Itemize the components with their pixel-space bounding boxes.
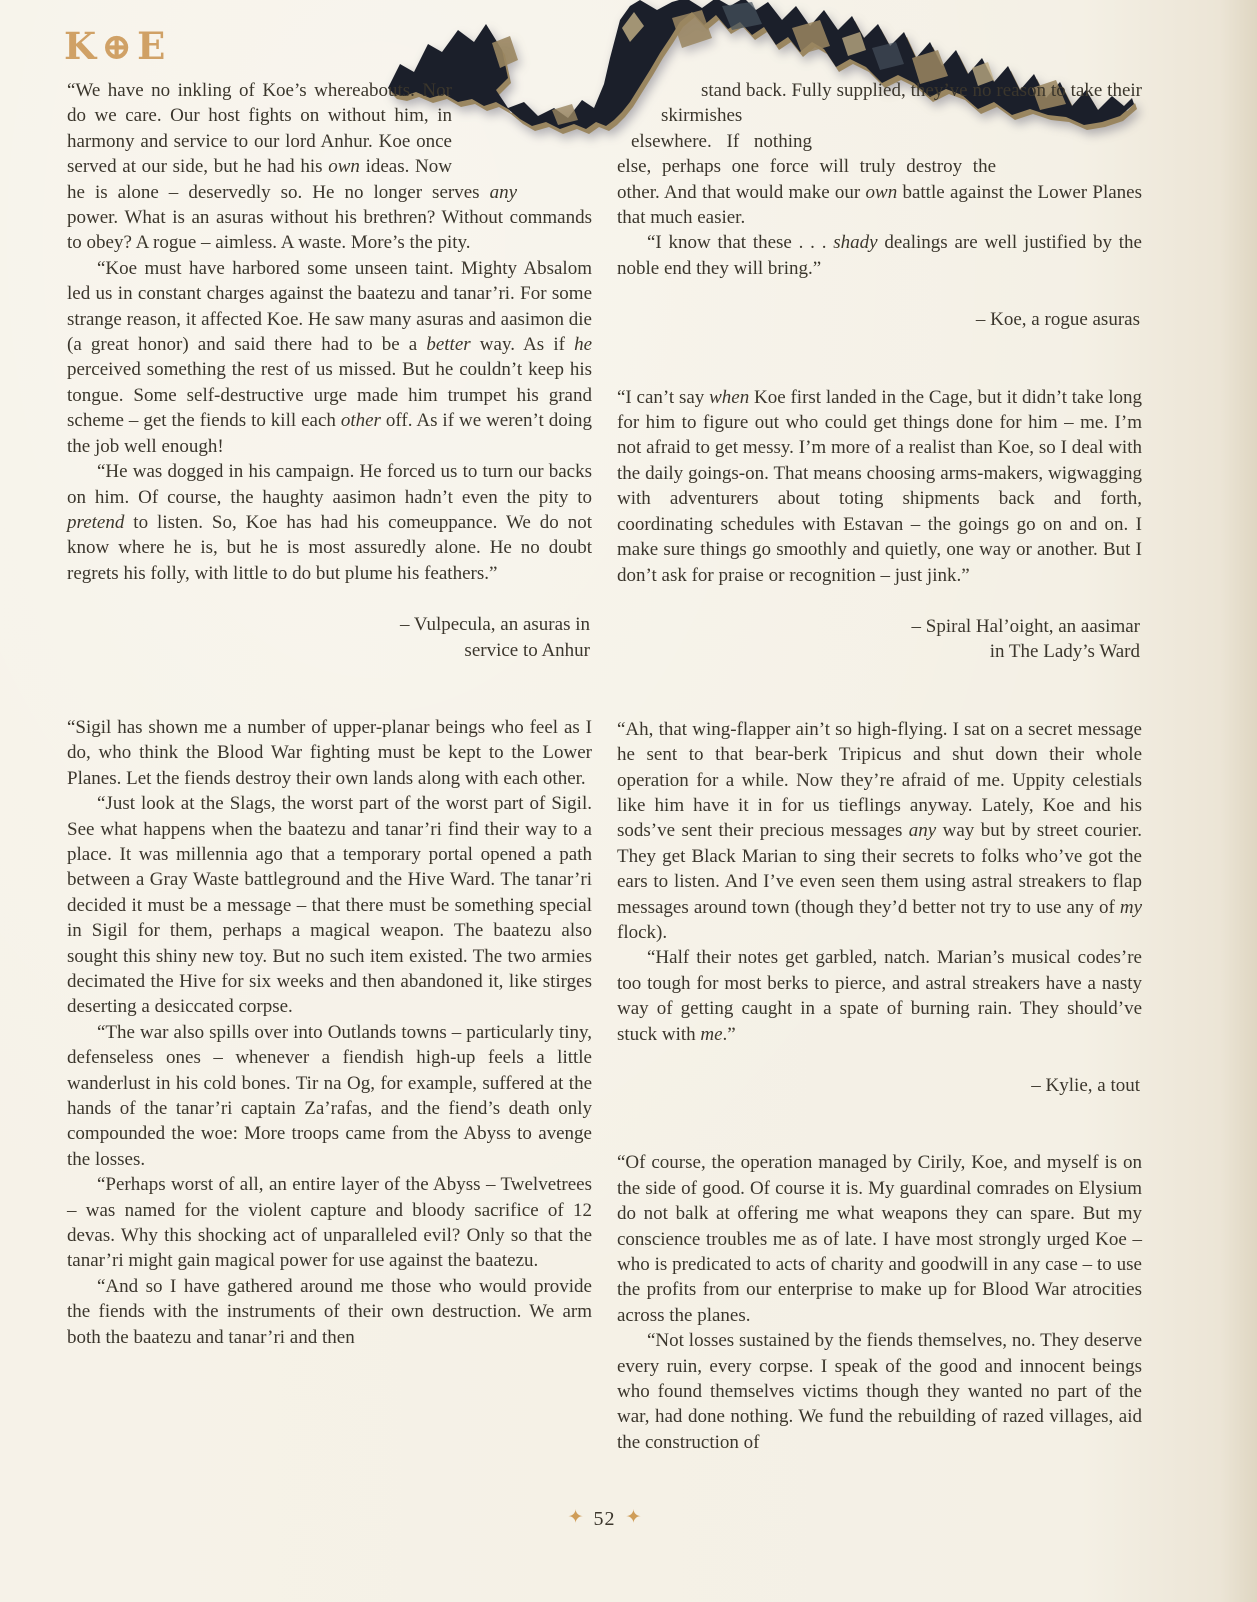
paragraph: “Just look at the Slags, the worst part of the worst part of Sigil. See what happens when the baatezu and tanar’ri find their way to a place. It was millennia ago that a temporary portal opened a path between a Gray Waste battleground and the Hive Ward. The tanar’ri decided it must be a message – that there must be something special in Sigil for them, perhaps a magical weapon. The baatezu also sought this shiny new toy. But no such item existed. The two armies decimated the Hive for six weeks and then abandoned it, like stirges deserting a desiccated corpse.	[67, 793, 592, 1018]
page-footer	[67, 1508, 1142, 1531]
paragraph: stand back. Fully supplied, they’ve no reason to take their skirmishes elsewhere. If nothing else, perhaps one force will truly destroy the other. And that would make our own battle against the Lower Planes that much easier.	[617, 80, 1142, 229]
attribution-line: – Vulpecula, an asuras in	[399, 614, 590, 636]
page-number: 52	[593, 1508, 616, 1530]
footer-ornament-left: ✦	[567, 1507, 584, 1528]
paragraph: “The war also spills over into Outlands towns – particularly tiny, defenseless ones – whenever a fiendish high-up feels a little wanderlust in his cold bones. Tir na Og, for example, suffered at the hands of the tanar’ri captain Za’rafas, and the fiend’s death only compounded the woe: More troops came from the Abyss to avenge the losses.	[67, 1021, 592, 1170]
attribution-line: service to Anhur	[464, 639, 590, 661]
paragraph: “I know that these . . . shady dealings are well justified by the noble end they will bring.”	[617, 232, 1142, 279]
paragraph: “Not losses sustained by the fiends themselves, no. They deserve every ruin, every corpse. I speak of the good and innocent beings who found themselves victims though they wanted no part of the war, had done nothing. We fund the rebuilding of razed villages, aid the construction of	[617, 1330, 1142, 1453]
attribution-line: in The Lady’s Ward	[989, 641, 1140, 663]
attribution	[67, 612, 590, 663]
paragraph: “Of course, the operation managed by Cirily, Koe, and myself is on the side of good. Of course it is. My guardinal comrades on Elysium do not balk at offering me what weapons they can spare. But my conscience troubles me as of late. I have most strongly urged Koe – who is predicated to acts of charity and goodwill in any case – to use the profits from our enterprise to make up for Blood War atrocities across the planes.	[617, 1152, 1142, 1326]
right-column	[617, 78, 1142, 1455]
footer-ornament-right: ✦	[625, 1507, 642, 1528]
attribution	[617, 614, 1140, 665]
text-columns	[67, 78, 1142, 1455]
paragraph: “Sigil has shown me a number of upper-planar beings who feel as I do, who think the Blood War fighting must be kept to the Lower Planes. Let the fiends destroy their own lands along with each other.	[67, 716, 592, 789]
attribution-line: – Kylie, a tout	[1031, 1075, 1140, 1096]
attribution	[617, 1073, 1140, 1098]
paragraph: “He was dogged in his campaign. He forced us to turn our backs on him. Of course, the haughty aasimon hadn’t even the pity to pretend to listen. So, Koe has had his comeuppance. We do not know where he is, but he is most assuredly alone. He no doubt regrets his folly, with little to do but plume his feathers.”	[67, 461, 592, 584]
left-column	[67, 78, 592, 1455]
page-title: K⊕E	[64, 24, 171, 68]
paragraph: “And so I have gathered around me those who would provide the fiends with the instruments of their own destruction. We arm both the baatezu and tanar’ri and then	[67, 1275, 592, 1348]
paragraph: “Koe must have harbored some unseen taint. Mighty Absalom led us in constant charges against the baatezu and tanar’ri. For some strange reason, it affected Koe. He saw many asuras and aasimon die (a great honor) and said there had to be a better way. As if he perceived something the rest of us missed. But he couldn’t keep his tongue. Some self-destructive urge made him trumpet his grand scheme – get the fiends to kill each other off. As if we weren’t doing the job well enough!	[67, 257, 592, 457]
paragraph: “Perhaps worst of all, an entire layer of the Abyss – Twelvetrees – was named for the violent capture and bloody sacrifice of 12 devas. Why this shocking act of unparalleled evil? Only so that the tanar’ri might gain magical power for use against the baatezu.	[67, 1174, 592, 1272]
paragraph: “We have no inkling of Koe’s whereabouts. Nor do we care. Our host fights on without him, in harmony and service to our lord Anhur. Koe once served at our side, but he had his own ideas. Now he is alone – deservedly so. He no longer serves any power. What is an asuras without his brethren? Without commands to obey? A rogue – aimless. A waste. More’s the pity.	[67, 80, 592, 254]
attribution	[617, 307, 1140, 332]
paragraph: “Ah, that wing-flapper ain’t so high-flying. I sat on a secret message he sent to that bear-berk Tripicus and shut down their whole operation for a while. Now they’re afraid of me. Uppity celestials like him have it in for us tieflings anyway. Lately, Koe and his sods’ve sent their precious messages any way but by street courier. They get Black Marian to sing their secrets to folks who’ve got the ears to listen. And I’ve even seen them using astral streakers to flap messages around town (though they’d better not try to use any of my flock).	[617, 718, 1142, 943]
attribution-line: – Koe, a rogue asuras	[975, 309, 1140, 331]
paragraph: “Half their notes get garbled, natch. Marian’s musical codes’re too tough for most berks to pierce, and astral streakers have a nasty way of getting caught in a spate of burning rain. They should’ve stuck with me.”	[617, 947, 1142, 1045]
paragraph: “I can’t say when Koe first landed in the Cage, but it didn’t take long for him to figure out who could get things done for him – me. I’m not afraid to get messy. I’m more of a realist than Koe, so I deal with the daily goings-on. That means choosing arms-makers, wigwagging with adventurers about toting shipments back and forth, coordinating schedules with Estavan – the goings go on and on. I make sure things go smoothly and quietly, one way or another. But I don’t ask for praise or recognition – just jink.”	[617, 386, 1142, 586]
attribution-line: – Spiral Hal’oight, an aasimar	[911, 615, 1140, 637]
